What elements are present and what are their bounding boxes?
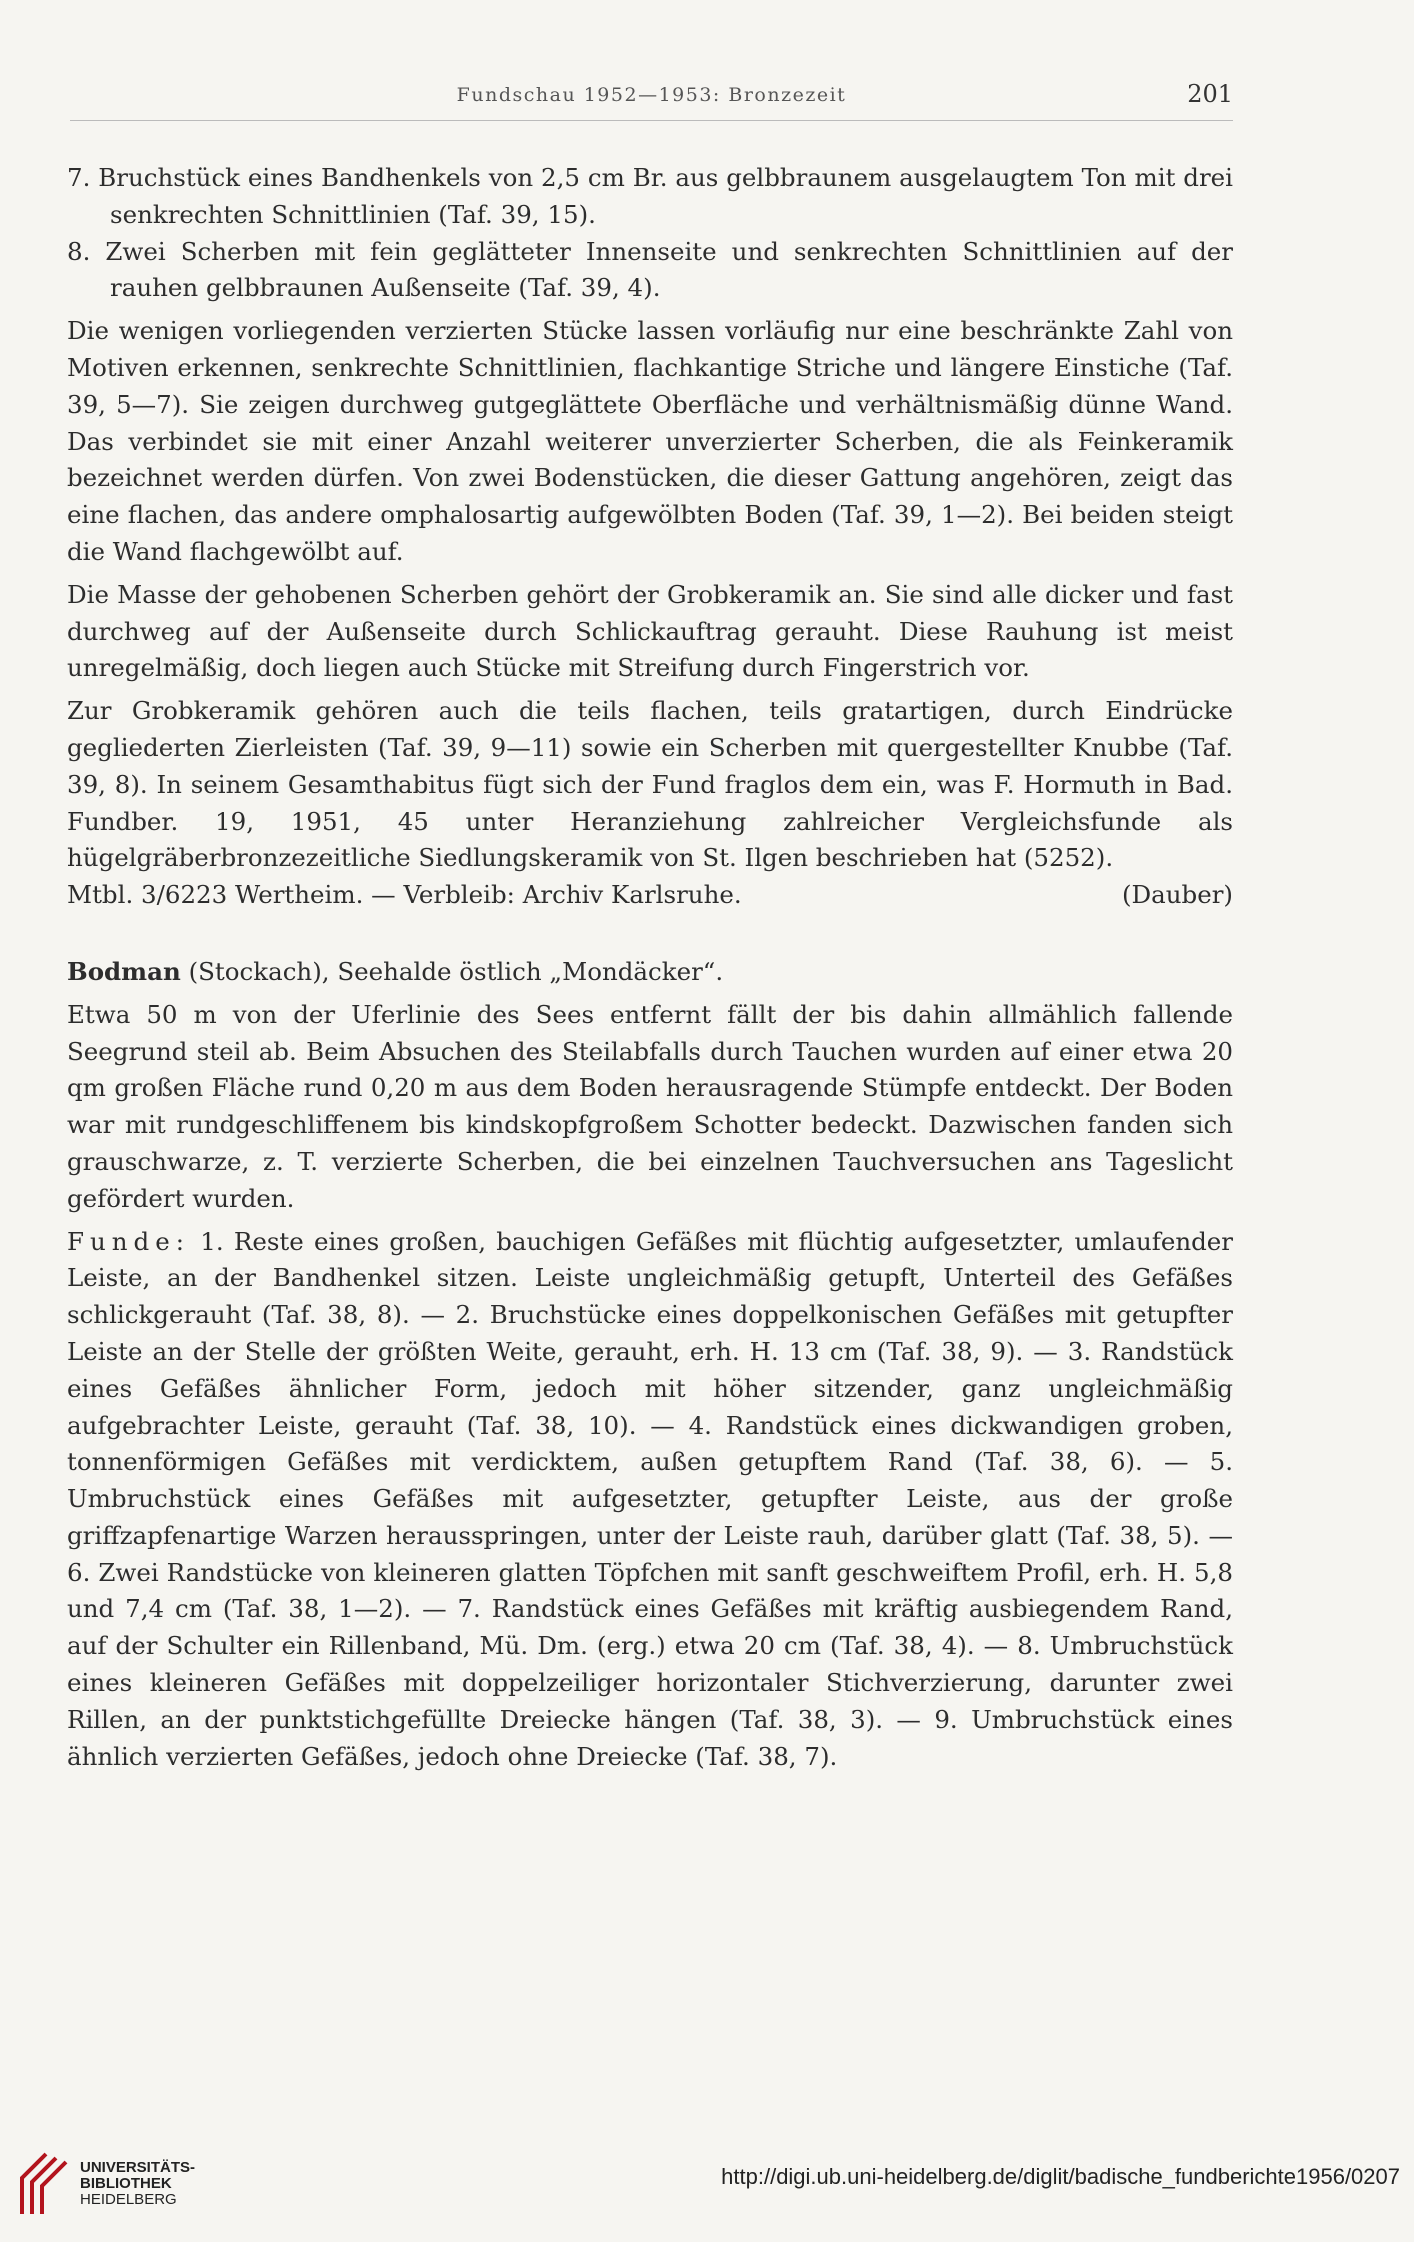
running-head: Fundschau 1952—1953: Bronzezeit [456,84,847,106]
site-location: (Stockach), Seehalde östlich „Mondäcker“. [180,956,724,986]
paragraph-coarse-ware: Die Masse der gehobenen Scherben gehört der Grobkeramik an. Sie sind alle dicker und fast durchweg auf der Außenseite durch Schlickauftrag gerauht. Diese Rauhung ist meist unregelmäßig, doch liegen auch Stücke mit Streifung durch Fingerstrich vor. [67,579,1233,683]
library-name-line1: UNIVERSITÄTS- [80,2159,196,2176]
header-rule [70,120,1233,121]
page-number: 201 [1187,80,1233,108]
paragraph-decorated-pieces: Die wenigen vorliegenden verzierten Stücke lassen vorläufig nur eine beschränkte Zahl von Motiven erkennen, senkrechte Schnittlinien, flachkantige Striche und längere Einstiche (Taf. 39, 5—7). Sie zeigen durchweg gutgeglättete Oberfläche und verhältnismäßig dünne Wand. Das verbindet sie mit einer Anzahl weiterer unverzierter Scherben, die als Feinkeramik bezeichnet werden dürfen. Von zwei Bodenstücken, die dieser Gattung angehören, zeigt das eine flachen, das andere omphalosartig aufgewölbten Boden (Taf. 39, 1—2). Bei beiden steigt die Wand flachgewölbt auf. [67,316,1233,566]
map-sheet-reference: Mtbl. 3/6223 Wertheim. — Verbleib: Archiv Karlsruhe. [67,880,742,910]
paragraph-decorative-strips: Zur Grobkeramik gehören auch die teils flachen, teils gratartigen, durch Eindrücke gegliederten Zierleisten (Taf. 39, 9—11) sowie ein Scherben mit quergestellter Knubbe (Taf. 39, 8). In seinem Gesamthabitus fügt sich der Fund fraglos dem ein, was F. Hormuth in Bad. Fundber. 19, 1951, 45 unter Heranziehung zahlreicher Vergleichsfunde als hügelgräberbronzezeitliche Siedlungskeramik von St. Ilgen beschrieben hat (5252). [67,696,1233,873]
footer [0,2130,1414,2242]
paragraph-finds [67,1224,1233,1776]
site-name: Bodman [67,956,181,986]
finds-list: 1. Reste eines großen, bauchigen Gefäßes mit flüchtig aufgesetzter, umlaufender Leiste, an der Bandhenkel sitzen. Leiste ungleichmäßig getupft, Unterteil des Gefäßes schlickgerauht (Taf. 38, 8). — 2. Bruchstücke eines doppelkonischen Gefäßes mit getupfter Leiste an der Stelle der größten Weite, gerauht, erh. H. 13 cm (Taf. 38, 9). — 3. Randstück eines Gefäßes ähnlicher Form, jedoch mit höher sitzender, ganz ungleichmäßig aufgebrachter Leiste, gerauht (Taf. 38, 10). — 4. Randstück eines dickwandigen groben, tonnenförmigen Gefäßes mit verdicktem, außen getupftem Rand (Taf. 38, 6). — 5. Umbruchstück eines Gefäßes mit aufgesetzter, getupfter Leiste, aus der große griffzapfenartige Warzen herausspringen, unter der Leiste rauh, darüber glatt (Taf. 38, 5). — 6. Zwei Randstücke von kleineren glatten Töpfchen mit sanft geschweiftem Profil, erh. H. 5,8 und 7,4 cm (Taf. 38, 1—2). — 7. Randstück eines Gefäßes mit kräftig ausbiegendem Rand, auf der Schulter ein Rillenband, Mü. Dm. (erg.) etwa 20 cm (Taf. 38, 4). — 8. Umbruchstück eines kleineren Gefäßes mit doppelzeiliger horizontaler Stichverzierung, darunter zwei Rillen, an der punktstichgefüllte Dreiecke hängen (Taf. 38, 3). — 9. Umbruchstück eines ähnlich verzierten Gefäßes, jedoch ohne Dreiecke (Taf. 38, 7). [67,1226,1233,1771]
library-name-line2: BIBLIOTHEK [80,2175,172,2192]
library-logo-icon [12,2150,70,2218]
finds-label: Funde: [67,1226,190,1256]
site-heading [67,954,1233,991]
library-name [80,2160,195,2208]
list-item-7: 7. Bruchstück eines Bandhenkels von 2,5 cm Br. aus gelbbraunem ausgelaugtem Ton mit drei senkrechten Schnittlinien (Taf. 39, 15). [67,163,1233,229]
paragraph-site-description: Etwa 50 m von der Uferlinie des Sees entfernt fällt der bis dahin allmählich fallende Seegrund steil ab. Beim Absuchen des Steilabfalls durch Tauchen wurden auf einer etwa 20 qm großen Fläche rund 0,20 m aus dem Boden herausragende Stümpfe entdeckt. Der Boden war mit rundgeschliffenem bis kindskopfgroßem Schotter bedeckt. Dazwischen fanden sich grauschwarze, z. T. verzierte Scherben, die bei einzelnen Tauchversuchen ans Tageslicht gefördert wurden. [67,999,1233,1213]
reference-line [67,877,1233,914]
library-name-line3: HEIDELBERG [80,2191,177,2208]
list-item-8: 8. Zwei Scherben mit fein geglätteter Innenseite und senkrechten Schnittlinien auf der rauhen gelbbraunen Außenseite (Taf. 39, 4). [67,236,1233,303]
page-header [70,80,1233,120]
article-body [67,160,1233,1775]
author-credit: (Dauber) [1121,880,1233,910]
source-url[interactable]: http://digi.ub.uni-heidelberg.de/diglit/badische_fundberichte1956/0207 [721,2164,1400,2189]
